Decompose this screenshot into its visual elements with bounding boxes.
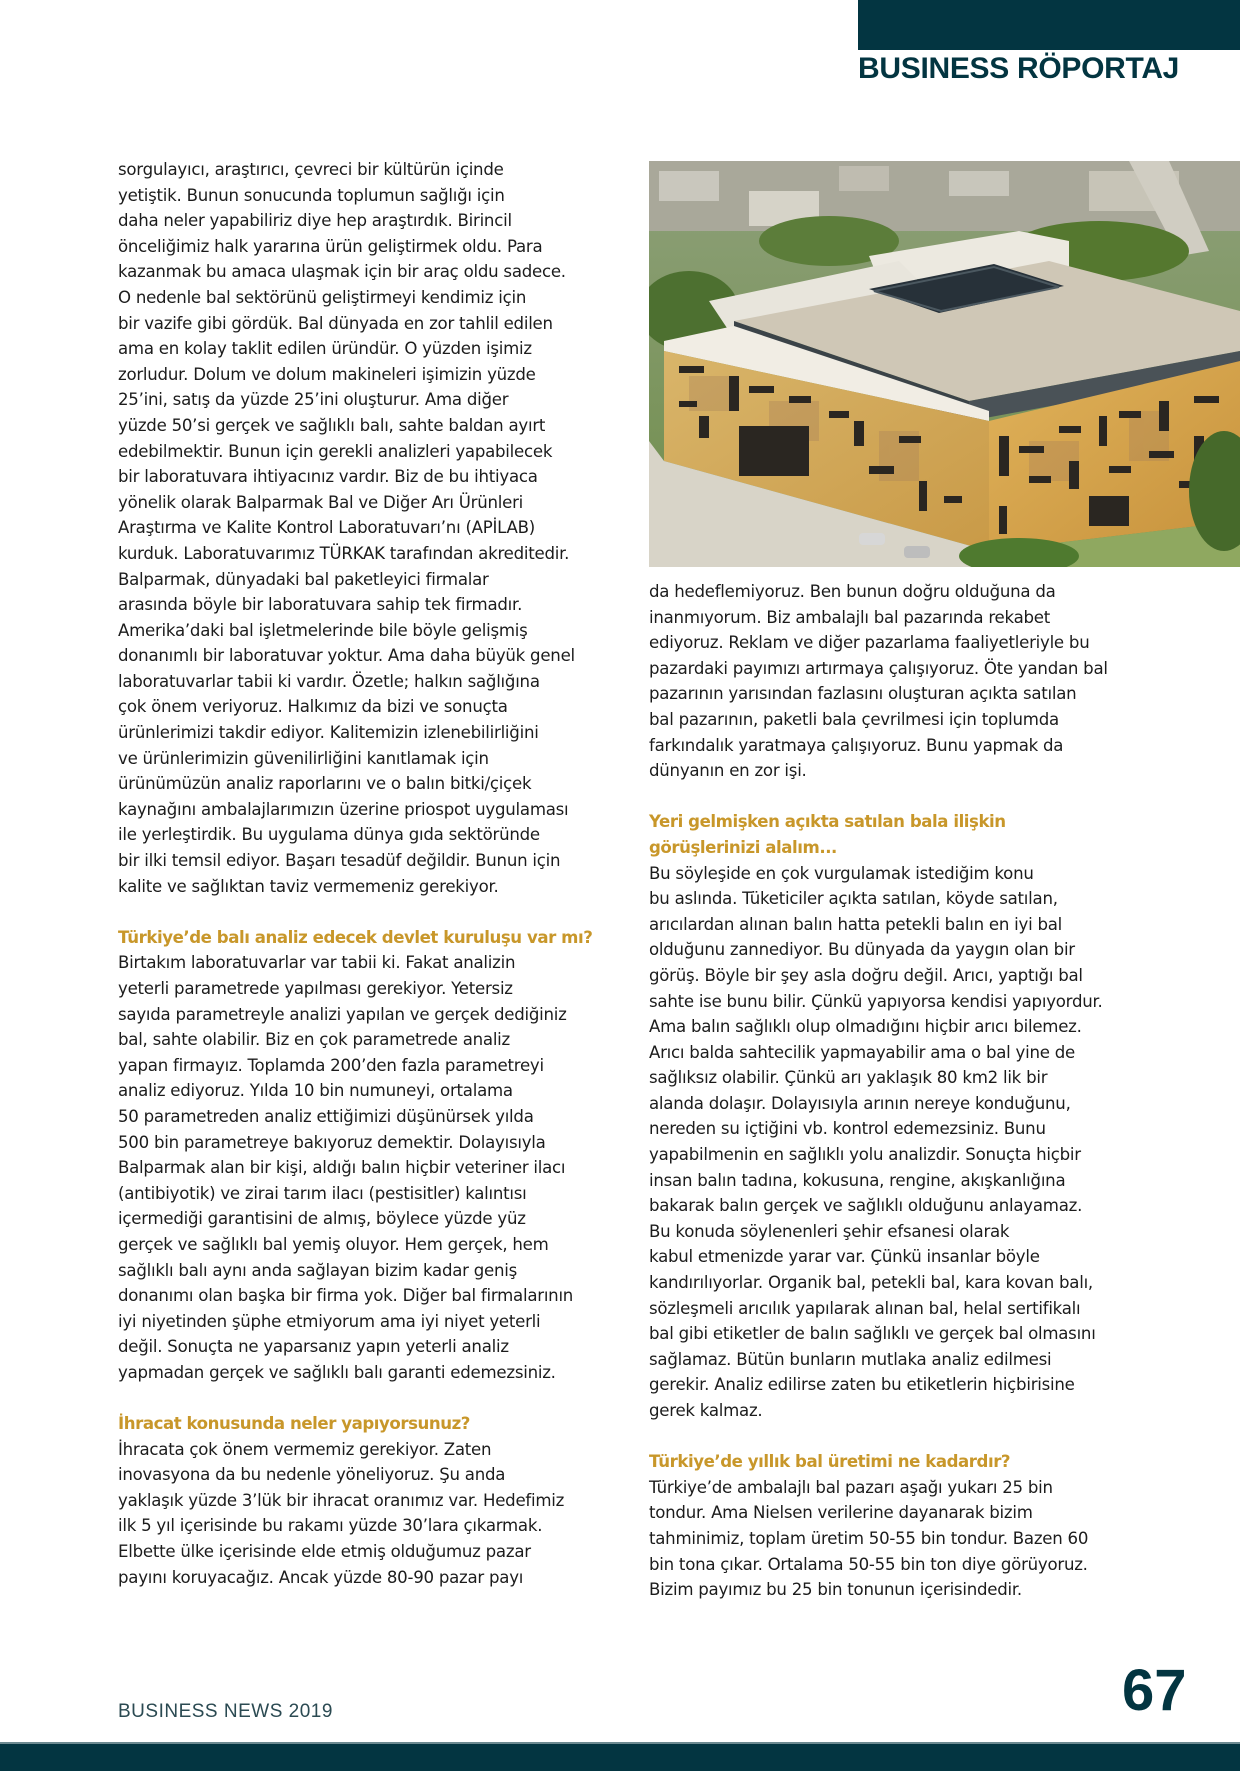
text-line: sahte ise bunu bilir. Çünkü yapıyorsa kendisi yapıyordur. [649, 991, 1103, 1011]
text-line: sorgulayıcı, araştırıcı, çevreci bir kültürün içinde [118, 160, 504, 179]
text-line: 25’ini, satış da yüzde 25’ini oluşturur. Ama diğer [118, 390, 509, 410]
text-line: Bizim payımız bu 25 bin tonunun içerisindedir. [649, 1580, 1022, 1600]
text-line: daha neler yapabiliriz diye hep araştırdık. Birincil [118, 211, 512, 231]
text-line: da hedeflemiyoruz. Ben bunun doğru olduğuna da [649, 582, 1056, 601]
text-line: ve ürünlerimizin güvenilirliğini kanıtlamak için [118, 748, 489, 768]
text-line: değil. Sonuçta ne yaparsanız yapın yeterli analiz [118, 1337, 509, 1357]
text-line: arıcılardan alınan balın hatta petekli balın en iyi bal [649, 914, 1063, 934]
text-line: sağlamaz. Bütün bunların mutlaka analiz edilmesi [649, 1349, 1052, 1369]
text-line: alanda dolaşır. Dolayısıyla arının nereye konduğunu, [649, 1093, 1071, 1113]
text-line: bin tona çıkar. Ortalama 50-55 bin ton diye görüyoruz. [649, 1554, 1088, 1574]
building-photo [649, 161, 1240, 567]
text-line: ediyoruz. Reklam ve diğer pazarlama faaliyetleriyle bu [649, 633, 1090, 653]
text-line: Balparmak alan bir kişi, aldığı balın hiçbir veteriner ilacı [118, 1158, 566, 1178]
text-line: yapan firmayız. Toplamda 200’den fazla parametreyi [118, 1055, 544, 1075]
text-line: kalite ve sağlıktan taviz vermemeniz gerekiyor. [118, 876, 499, 896]
paragraph-gap [118, 1386, 628, 1412]
paragraph-gap [649, 1424, 1169, 1450]
text-line: bal gibi etiketler de balın sağlıklı ve gerçek bal olmasını [649, 1324, 1096, 1344]
text-line: Araştırma ve Kalite Kontrol Laboratuvarı’nı (APİLAB) [118, 518, 536, 538]
text-line: önceliğimiz halk yararına ürün geliştirmek oldu. Para [118, 236, 543, 256]
text-line: bal, sahte olabilir. Biz en çok parametrede analiz [118, 1030, 511, 1050]
text-line: yeterli parametrede yapılması gerekiyor. Yetersiz [118, 979, 513, 998]
text-line: ürünlerimizi takdir ediyor. Kalitemizin izlenebilirliğini [118, 723, 539, 743]
footer-accent-bar [0, 1742, 1240, 1771]
right-column [649, 579, 1169, 1603]
text-line: gerekir. Analiz edilirse zaten bu etiketlerin hiçbirisine [649, 1375, 1075, 1395]
text-line: yetiştik. Bunun sonucunda toplumun sağlığı için [118, 185, 505, 205]
text-line: bir vazife gibi gördük. Bal dünyada en zor tahlil edilen [118, 313, 553, 333]
answer-paragraph [649, 1475, 1169, 1603]
text-line: insan balın tadına, kokusuna, rengine, akışkanlığına [649, 1170, 1066, 1190]
text-line: 50 parametreden analiz ettiğimizi düşünürsek yılda [118, 1106, 534, 1126]
text-line: gerçek ve sağlıklı bal yemiş oluyor. Hem gerçek, hem [118, 1234, 549, 1254]
answer-paragraph [649, 861, 1169, 1424]
text-line: bakarak balın gerçek ve sağlıklı olduğunu anlayamaz. [649, 1196, 1083, 1216]
text-line: donanımı olan başka bir firma yok. Diğer bal firmalarının [118, 1286, 574, 1306]
text-line: Türkiye’de ambalajlı bal pazarı aşağı yukarı 25 bin [649, 1477, 1053, 1497]
text-line: Amerika’daki bal işletmelerinde bile böyle gelişmiş [118, 620, 528, 640]
paragraph-gap [649, 784, 1169, 810]
text-line: Elbette ülke içerisinde elde etmiş olduğumuz pazar [118, 1542, 531, 1562]
text-line: yaklaşık yüzde 3’lük bir ihracat oranımız var. Hedefimiz [118, 1490, 565, 1510]
text-line: çok önem veriyoruz. Halkımız da bizi ve sonuçta [118, 697, 508, 717]
answer-paragraph [118, 1437, 628, 1591]
text-line: bu aslında. Tüketiciler açıkta satılan, köyde satılan, [649, 889, 1058, 909]
text-line: nereden su içtiğini vb. kontrol edemezsiniz. Bunu [649, 1119, 1046, 1139]
text-line: pazardaki payımızı artırmaya çalışıyoruz. Öte yandan bal [649, 658, 1108, 678]
text-line: İhracata çok önem vermemiz gerekiyor. Zaten [118, 1439, 492, 1459]
text-line: ama en kolay taklit edilen üründür. O yüzden işimiz [118, 339, 532, 359]
text-line: ilk 5 yıl içerisinde bu rakamı yüzde 30’lara çıkarmak. [118, 1516, 543, 1536]
footer-publication: BUSINESS NEWS 2019 [118, 1701, 333, 1722]
question-heading: İhracat konusunda neler yapıyorsunuz? [118, 1414, 470, 1434]
text-line: zorludur. Dolum ve dolum makineleri işimizin yüzde [118, 364, 536, 384]
text-line: edebilmektir. Bunun için gerekli analizleri yapabilecek [118, 441, 553, 461]
paragraph-intro [118, 157, 628, 899]
text-line: analiz ediyoruz. Yılda 10 bin numuneyi, ortalama [118, 1081, 513, 1101]
text-line: O nedenle bal sektörünü geliştirmeyi kendimiz için [118, 287, 527, 307]
text-line: arasında böyle bir laboratuvara sahip tek firmadır. [118, 595, 523, 615]
text-line: yapmadan gerçek ve sağlıklı balı garanti edemezsiniz. [118, 1362, 556, 1382]
text-line: inovasyona da bu nedenle yöneliyoruz. Şu anda [118, 1465, 506, 1485]
text-line: payını koruyacağız. Ancak yüzde 80-90 pazar payı [118, 1567, 524, 1587]
text-line: donanımlı bir laboratuvar yoktur. Ama daha büyük genel [118, 646, 575, 666]
text-line: sağlıklı balı aynı anda sağlayan bizim kadar geniş [118, 1260, 518, 1280]
text-line: gerek kalmaz. [649, 1401, 763, 1420]
question-heading: Türkiye’de yıllık bal üretimi ne kadardır? [649, 1452, 1011, 1472]
text-line: kabul etmenizde yarar var. Çünkü insanlar böyle [649, 1247, 1040, 1267]
text-line: farkındalık yaratmaya çalışıyoruz. Bunu yapmak da [649, 735, 1064, 755]
text-line: sağlıksız olabilir. Çünkü arı yaklaşık 80 km2 lik bir [649, 1068, 1048, 1088]
text-line: 500 bin parametreye bakıyoruz demektir. Dolayısıyla [118, 1132, 546, 1152]
text-line: sayıda parametreyle analizi yapılan ve gerçek dediğiniz [118, 1004, 567, 1024]
page-number: 67 [1122, 1658, 1187, 1723]
text-line: bir ilki temsil ediyor. Başarı tesadüf değildir. Bunun için [118, 851, 561, 871]
text-line: ürünümüzün analiz raporlarını ve o balın bitki/çiçek [118, 774, 532, 794]
text-line: kazanmak bu amaca ulaşmak için bir araç oldu sadece. [118, 262, 566, 282]
section-label: BUSINESS RÖPORTAJ [858, 52, 1180, 85]
header-accent-bar [858, 0, 1240, 50]
text-line: Birtakım laboratuvarlar var tabii ki. Fakat analizin [118, 953, 516, 973]
question-line: Yeri gelmişken açıkta satılan bala ilişkin [649, 812, 1006, 832]
text-line: Balparmak, dünyadaki bal paketleyici firmalar [118, 569, 489, 589]
text-line: Arıcı balda sahtecilik yapmayabilir ama o bal yine de [649, 1042, 1075, 1062]
text-line: içermediği garantisini de almış, böylece yüzde yüz [118, 1209, 526, 1229]
text-line: ile yerleştirdik. Bu uygulama dünya gıda sektöründe [118, 825, 540, 845]
text-line: iyi niyetinden şüphe etmiyorum ama iyi niyet yeterli [118, 1311, 541, 1331]
text-line: görüş. Böyle bir şey asla doğru değil. Arıcı, yaptığı bal [649, 965, 1083, 985]
text-line: olduğunu zannediyor. Bu dünyada da yaygın olan bir [649, 940, 1075, 960]
text-line: kurduk. Laboratuvarımız TÜRKAK tarafından akreditedir. [118, 543, 570, 563]
text-line: (antibiyotik) ve zirai tarım ilacı (pestisitler) kalıntısı [118, 1183, 527, 1203]
text-line: inanmıyorum. Biz ambalajlı bal pazarında rekabet [649, 607, 1051, 627]
text-line: yüzde 50’si gerçek ve sağlıklı balı, sahte baldan ayırt [118, 415, 546, 435]
answer-paragraph-continued [649, 579, 1169, 784]
question-line: görüşlerinizi alalım... [649, 837, 837, 857]
answer-paragraph [118, 950, 628, 1385]
text-line: yönelik olarak Balparmak Bal ve Diğer Arı Ürünleri [118, 492, 524, 512]
text-line: kaynağını ambalajlarımızın üzerine priospot uygulaması [118, 799, 569, 819]
question-heading [649, 809, 1169, 860]
text-line: kandırılıyorlar. Organik bal, petekli bal, kara kovan balı, [649, 1273, 1093, 1293]
text-line: Ama balın sağlıklı olup olmadığını hiçbir arıcı bilemez. [649, 1017, 1082, 1037]
text-line: Bu söyleşide en çok vurgulamak istediğim konu [649, 863, 1034, 883]
paragraph-gap [118, 899, 628, 925]
text-line: bal pazarının, paketli bala çevrilmesi için toplumda [649, 709, 1059, 729]
text-line: tondur. Ama Nielsen verilerine dayanarak bizim [649, 1503, 1033, 1523]
text-line: laboratuvarlar tabii ki vardır. Özetle; halkın sağlığına [118, 671, 540, 691]
text-line: sözleşmeli arıcılık yapılarak alınan bal, helal sertifikalı [649, 1298, 1081, 1318]
left-column [118, 157, 628, 1590]
text-line: Bu konuda söylenenleri şehir efsanesi olarak [649, 1221, 1010, 1241]
text-line: bir laboratuvara ihtiyacınız vardır. Biz de bu ihtiyaca [118, 467, 538, 487]
building-photo-illustration [649, 161, 1240, 567]
question-heading: Türkiye’de balı analiz edecek devlet kuruluşu var mı? [118, 927, 593, 947]
text-line: yapabilmenin en sağlıklı yolu analizdir. Sonuçta hiçbir [649, 1145, 1081, 1165]
text-line: tahminimiz, toplam üretim 50-55 bin tondur. Bazen 60 [649, 1528, 1089, 1548]
text-line: pazarının yarısından fazlasını oluşturan açıkta satılan [649, 684, 1077, 704]
text-line: dünyanın en zor işi. [649, 761, 807, 781]
